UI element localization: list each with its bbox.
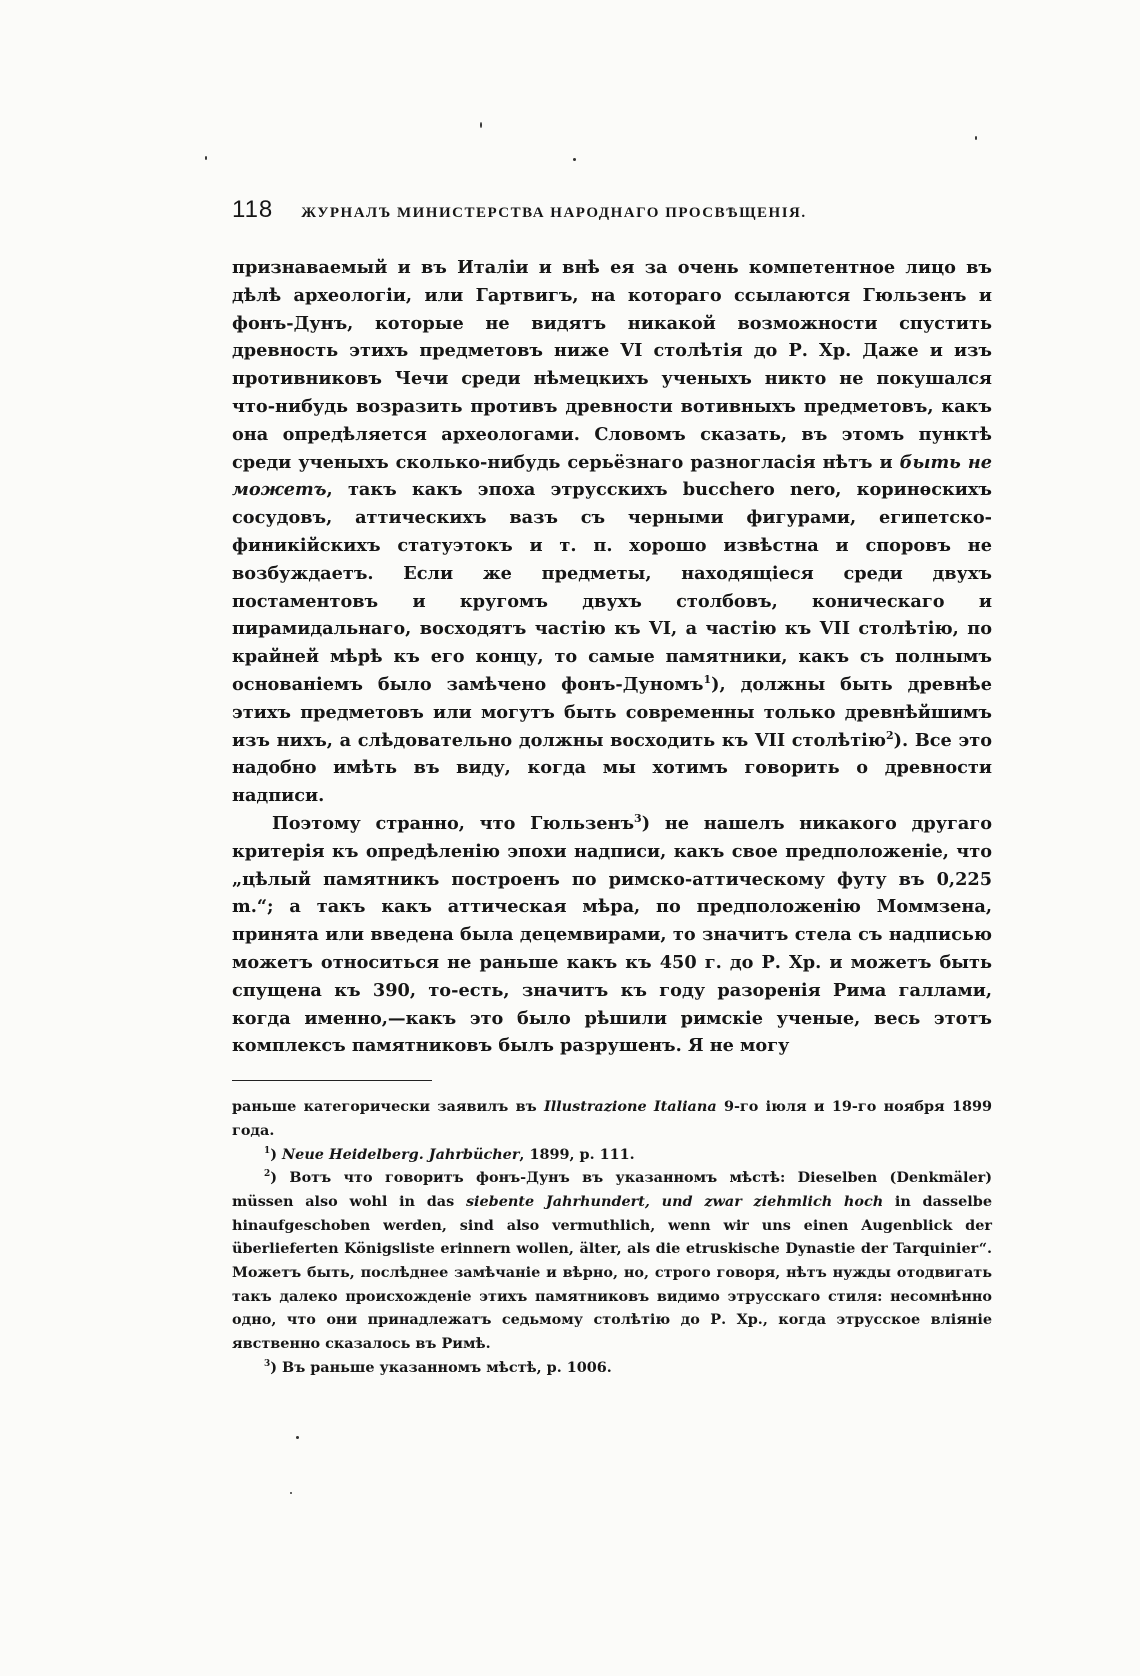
text-run: ), должны быть древнѣе этихъ предметовъ или могутъ быть современны только древнѣйшимъ изъ нихъ, а слѣдовательно должны восходить къ VII столѣтію [232,673,992,751]
text-run: признаваемый и въ Италіи и внѣ ея за очень компетентное лицо въ дѣлѣ археологіи, или Гартвигъ, на котораго ссылаются Гюльзенъ и фонъ-Дунъ, которые не видятъ никакой возможности спустить древность этихъ предметовъ ниже VI столѣтія до Р. Хр. Даже и изъ противниковъ Чечи среди нѣмецкихъ ученыхъ никто не покушался что-нибудь возразить противъ древности вотивныхъ предметовъ, какъ она опредѣляется археологами. Словомъ сказать, въ этомъ пунктѣ среди ученыхъ сколько-нибудь серьёзнаго разногласія нѣтъ и [232,257,992,473]
book-page [232,196,992,1380]
text-run: , 1899, p. 111. [519,1145,635,1163]
footnote-ref-3: 3 [634,812,642,826]
text-run: Вотъ что говоритъ фонъ-Дунъ въ указанномъ мѣстѣ: Dieselben (Denkmäler) müssen also wohl in das [232,1169,993,1210]
text-run: in dasselbe hinaufgeschoben werden, sind also vermuthlich, wenn wir uns einen Augenblick der überlieferten Königsliste erinnern wollen, älter, als die etruskische Dynastie der Tarquinier“. Можетъ быть, послѣднее замѣчаніе и вѣрно, но, строго говоря, нѣтъ нужды отодвигать такъ далеко происхожденіе этихъ памятниковъ видимо этрусскаго стиля: несомнѣнно одно, что они принадлежатъ седьмому столѣтію до Р. Хр., когда этрусское вліяніе явственно сказалось въ Римѣ. [232,1192,992,1353]
footnote-divider [232,1080,432,1081]
text-run: , такъ какъ эпоха этрусскихъ bucchero nero, коринѳскихъ сосудовъ, аттическихъ вазъ съ черными фигурами, египетско-финикійскихъ статуэтокъ и т. п. хорошо извѣстна и споровъ не возбуждаетъ. Если же предметы, находящіеся среди двухъ постаментовъ и кругомъ двухъ столбовъ, коническаго и пирамидальнаго, восходятъ частію къ VI, а частію къ VII столѣтію, по крайней мѣрѣ къ его концу, то самые памятники, какъ съ полнымъ основаніемъ было замѣчено фонъ-Дуномъ [232,479,992,695]
scan-speck [480,122,482,128]
footnote-3: $^3$) Въ раньше указанномъ мѣстѣ, p. 1006. [264,1358,612,1376]
footnote-ref-2: 2 [886,728,894,742]
emphasis: siebente Jahrhundert, und zwar ziehmlich hoch [465,1192,884,1210]
text-run: Поэтому странно, что Гюльзенъ [272,812,635,834]
emphasis: Neue Heidelberg. Jahrbücher [282,1145,520,1163]
scan-speck [205,156,207,160]
footnote-ref-1: 1 [703,673,712,687]
main-text [232,254,992,1060]
page-number: 118 [232,196,274,223]
footnote-2: $^2$) Вотъ что говоритъ фонъ-Дунъ въ указанномъ мѣстѣ: Dieselben (Denkmäler) müssen also wohl in das siebente Jahrhundert, und zwar ziehmlich hoch in dasselbe hinaufgeschoben werden, sind also vermuthlich, wenn wir uns einen Augenblick der überlieferten Königsliste erinnern wollen, älter, als die etruskische Dynastie der Tarquinier“. Можетъ быть, послѣднее замѣчаніе и вѣрно, но, строго говоря, нѣтъ нужды отодвигать такъ далеко происхожденіе этихъ памятниковъ видимо этрусскаго стиля: несомнѣнно одно, что они принадлежатъ седьмому столѣтію до Р. Хр., когда этрусское вліяніе явственно сказалось въ Римѣ. [232,1169,993,1353]
emphasis: быть не можетъ [232,451,992,501]
footnote-mark: 3 [264,1359,271,1370]
text-run: раньше категорически заявилъ въ [232,1098,544,1116]
scan-speck [296,1436,299,1439]
scan-speck [975,136,977,140]
footnote-1: $^1$) Neue Heidelberg. Jahrbücher, 1899, p. 111. [264,1145,635,1163]
text-run: ). Все это надобно имѣть въ виду, когда мы хотимъ говорить о древности надписи. [232,729,992,807]
journal-title: ЖУРНАЛЪ МИНИСТЕРСТВА НАРОДНАГО ПРОСВѢЩЕНІЯ. [301,205,807,221]
text-run: 9-го іюля и 19-го ноября 1899 года. [232,1098,992,1139]
footnote-continuation [232,1095,992,1142]
footnote-mark: 1 [264,1145,271,1156]
running-head [232,196,992,224]
scan-speck [573,158,576,161]
footnotes [232,1095,992,1379]
text-run: ) не нашелъ никакого другаго критерія къ опредѣленію эпохи надписи, какъ свое предположеніе, что „цѣлый памятникъ построенъ по римско-аттическому футу въ 0,225 m.“; а такъ какъ аттическая мѣра, по предположенію Моммзена, принята или введена была децемвирами, то значитъ стела съ надписью можетъ относиться не раньше какъ къ 450 г. до Р. Хр. и можетъ быть спущена къ 390, то-есть, значитъ къ году разоренія Рима галлами, когда именно,—какъ это было рѣшили римскіе ученые, весь этотъ комплексъ памятниковъ былъ разрушенъ. Я не могу [232,812,992,1057]
emphasis: Illustrazione Italiana [543,1098,717,1116]
text-run: Въ раньше указанномъ мѣстѣ, p. 1006. [282,1358,612,1376]
footnote-mark: 2 [264,1169,271,1180]
paragraph-2 [232,810,992,1060]
paragraph-1 [232,254,992,810]
scan-speck [290,1492,292,1494]
